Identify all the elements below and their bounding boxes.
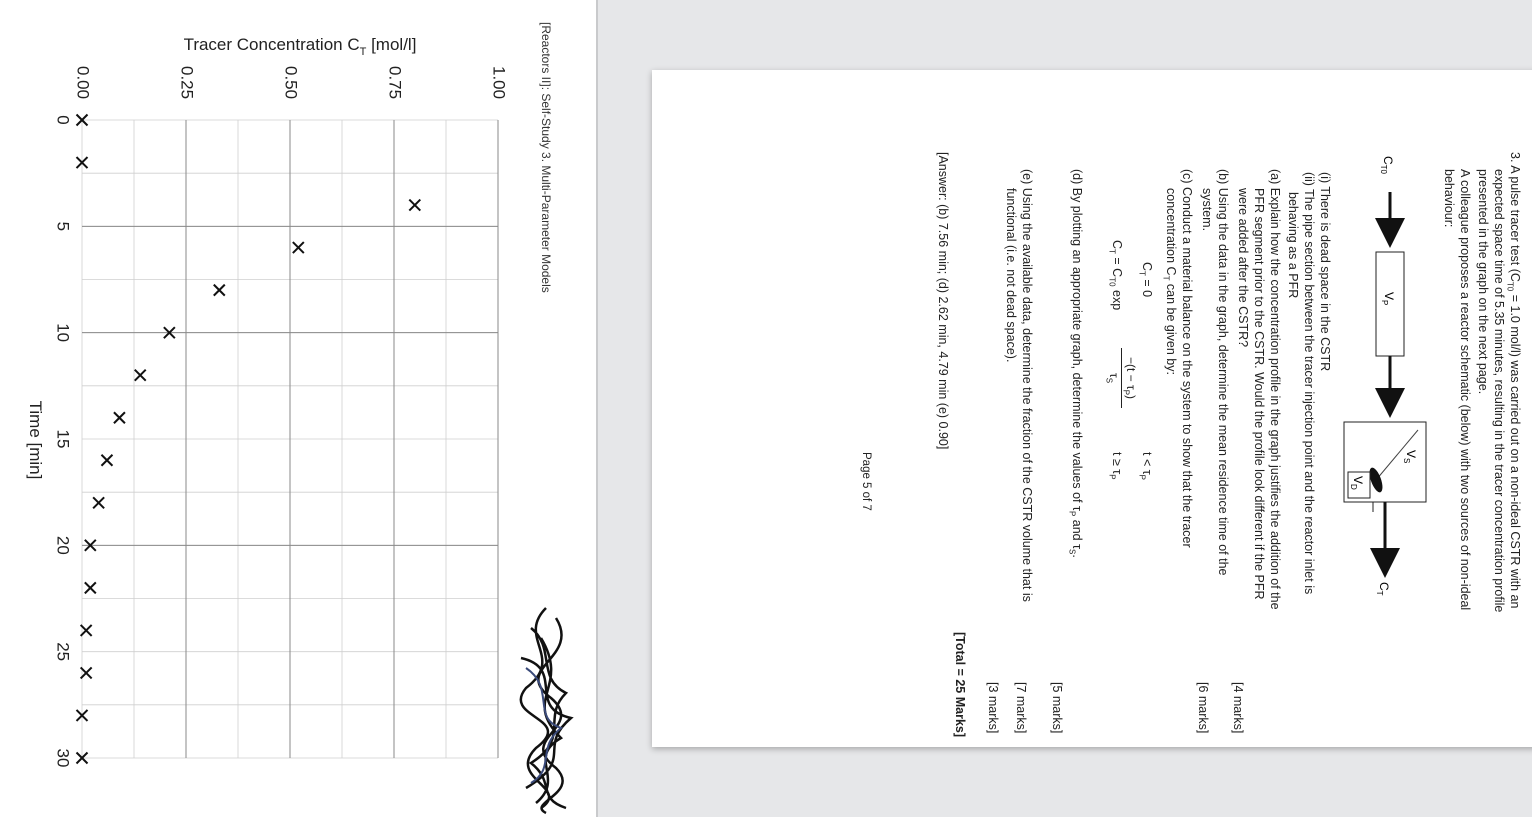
- x-tick-label: 20: [53, 535, 73, 555]
- x-axis-title: Time [min]: [26, 400, 45, 480]
- page-number: Page 5 of 7: [860, 452, 872, 511]
- x-tick-label: 10: [53, 323, 73, 343]
- svg-text:CT: $C_T$: [1375, 582, 1391, 596]
- x-tick-label: 5: [53, 221, 73, 232]
- y-tick-label: 1.00: [489, 66, 509, 100]
- part-d: (d) By plotting an appropriate graph, determine the values of $\tau_P$ and $\tau_S$.: [1067, 169, 1084, 558]
- question-page: [652, 70, 1532, 747]
- x-tick-label: 15: [53, 429, 73, 449]
- question-content: 3. A pulse tracer test ($C_{T0} = 1.0$ mol/l) was carried out on a non-ideal CSTR with an expected space time of 5.35 minutes, resulting in the tracer concentration profile presented in the graph on the next page. A colleague proposes a reactor schematic (below) with two sources of non-ideal behaviour: $C_{T0}$ $V_P$ $V_S$ $V_D$ $C_T$ (i) There is dead space in the CSTR (ii) The pipe section between the tracer injection point and the reactor inlet is behaving as a PFR (a) Explain how the concentration profile in the graph justifies the addition of the PFR segment prior to the CSTR. Would the profile look different if the PFR were added after the CSTR? [4 marks] (b) Using the data in the graph, determine the mean residence time of the system. [6 marks] (c) Conduct a material balance on the system to show that the tracer concentration $C_T$ can be given by: $C_T = 0$ $t < \tau_P$ $C_T = C_{T0}$ exp $-(t - \tau_P)$ $\tau_S$ $t \ge \tau_P$ (d) By plotting an appropriate graph, determine the values of $\tau_P$ and $\tau_S$. [5 marks] [7 marks] (e) Using the available data, determine the fraction of the CSTR volume that is functional (i.e. not dead space). [3 marks] [Total = 25 Marks] [Answer: (b) 7.56 min; (d) 2.62 min, 4.79 min (e) 0.90] Page 5 of 7: [860, 152, 1522, 738]
- equation-1: $C_T = 0$: [1137, 262, 1154, 298]
- item-i: (i) There is dead space in the CSTR: [1318, 172, 1332, 372]
- svg-text:VD: $V_D$: [1349, 476, 1365, 490]
- svg-text:VP: $V_P$: [1380, 292, 1396, 306]
- part-d-marks: [7 marks]: [1014, 682, 1028, 734]
- equation-1-condition: $t < \tau_P$: [1137, 452, 1154, 480]
- data-point: [214, 285, 225, 296]
- data-point: [293, 242, 304, 253]
- part-b-marks: [6 marks]: [1196, 682, 1210, 734]
- x-tick-label: 0: [53, 115, 73, 125]
- page-header: [Reactors II]: Self-Study 3. Multi-Parameter Models: [539, 22, 553, 293]
- data-point: [409, 200, 420, 211]
- part-a: (a) Explain how the concentration profile in the graph justifies the addition of the: [1268, 169, 1282, 610]
- data-point: [93, 497, 104, 508]
- handwritten-scribble: [496, 598, 591, 817]
- part-b: (b) Using the data in the graph, determine the mean residence time of the: [1216, 169, 1230, 576]
- equation-2-fraction: $-(t - \tau_P)$ $\tau_S$: [1104, 348, 1138, 408]
- equation-2: $C_T = C_{T0}$ exp: [1107, 240, 1124, 311]
- question-intro: 3. A pulse tracer test ($C_{T0} = 1.0$ mol/l) was carried out on a non-ideal CSTR with an: [1505, 152, 1522, 609]
- svg-text:VS: $V_S$: [1402, 450, 1418, 464]
- x-tick-label: 30: [53, 748, 73, 768]
- data-point: [101, 455, 112, 466]
- part-c: (c) Conduct a material balance on the system to show that the tracer: [1180, 169, 1194, 548]
- x-tick-label: 25: [53, 642, 73, 662]
- part-c-marks: [5 marks]: [1050, 682, 1064, 734]
- item-ii: (ii) The pipe section between the tracer injection point and the reactor inlet is: [1302, 172, 1316, 595]
- part-e: (e) Using the available data, determine the fraction of the CSTR volume that is: [1020, 169, 1034, 602]
- data-point: [135, 370, 146, 381]
- y-tick-label: 0.25: [177, 66, 197, 100]
- y-tick-label: 0.00: [73, 66, 93, 100]
- part-e-marks: [3 marks]: [986, 682, 1000, 734]
- graph-page: [0, 0, 596, 817]
- svg-text:CT0: $C_{T0}$: [1379, 156, 1395, 175]
- part-a-marks: [4 marks]: [1231, 682, 1245, 734]
- y-tick-label: 0.75: [385, 66, 405, 100]
- equation-2-condition: $t \ge \tau_P$: [1107, 452, 1124, 480]
- y-axis-title: Tracer Concentration $C_T$ [mol/l]: [183, 35, 417, 58]
- answer-line: [Answer: (b) 7.56 min; (d) 2.62 min, 4.79 min (e) 0.90]: [936, 152, 950, 450]
- page-divider: [596, 0, 598, 817]
- total-marks: [Total = 25 Marks]: [953, 632, 967, 738]
- data-point: [114, 412, 125, 423]
- data-point: [85, 582, 96, 593]
- y-tick-label: 0.50: [281, 66, 301, 100]
